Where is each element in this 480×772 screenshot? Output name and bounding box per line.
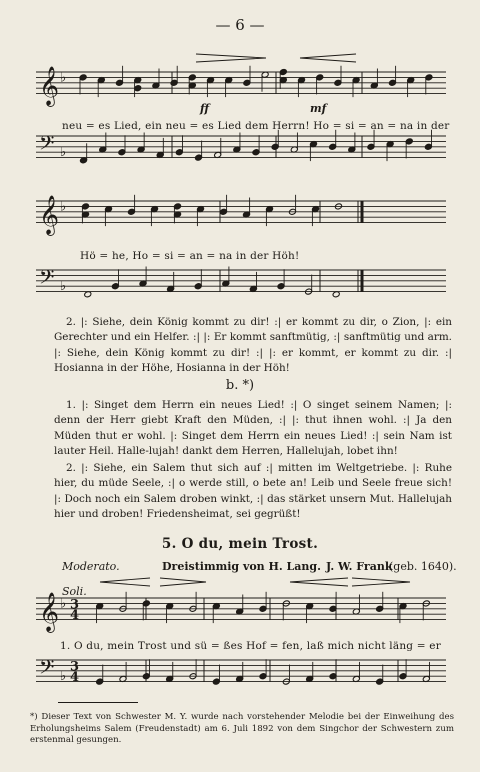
song-title: 5. O du, mein Trost. bbox=[161, 536, 319, 552]
flat-icon: ♭ bbox=[60, 669, 67, 685]
time-signature-bottom: 4 bbox=[70, 608, 80, 624]
footnote: *) Dieser Text von Schwester M. Y. wurde nach vorstehender Melodie bei der Einweihung des Erholungsheims Salem (Freudenstadt) am 6. Juli 1892 von dem Singchor der Schwestern zum erstenmal gesungen. bbox=[30, 712, 454, 745]
flat-icon: ♭ bbox=[60, 70, 67, 86]
flat-icon: ♭ bbox=[60, 199, 67, 215]
decrescendo-hairpin bbox=[352, 578, 410, 582]
decrescendo-hairpin bbox=[196, 54, 266, 58]
staff bbox=[36, 592, 446, 633]
bass-clef-icon: 𝄢 bbox=[39, 655, 55, 684]
treble-clef-icon: 𝄞 bbox=[39, 65, 60, 106]
footnote-rule bbox=[58, 702, 138, 703]
staff bbox=[36, 130, 446, 164]
time-signature-top: 3 bbox=[70, 659, 80, 675]
composer-dates: (geb. 1640). bbox=[389, 560, 457, 573]
flat-icon: ♭ bbox=[60, 596, 67, 612]
decrescendo-hairpin bbox=[196, 58, 266, 62]
dynamic-mf: mf bbox=[310, 102, 327, 115]
crescendo-hairpin bbox=[100, 578, 150, 582]
section-b-heading: b. *) bbox=[225, 378, 255, 393]
verse-b2: 2. |: Siehe, ein Salem thut sich auf :| mitten im Weltgetriebe. |: Ruhe hier, du müde Seele, :| o werde still, o bete an! Leib und Seele freue sich! |: Doch noch ein Salem droben winkt, :| das stärket unsern Mut. Hallelujah hier und droben! Friedensheimat, sei gegrüßt! bbox=[54, 462, 452, 521]
verse-b1: 1. |: Singet dem Herrn ein neues Lied! :| O singet seinem Namen; |: denn der Herr giebt Kraft den Müden, :| |: thut ihnen wohl. :| Ja den Müden thut er wohl. |: Singet dem Herrn ein neues Lied! :| sein Nam ist lauter Heil. Halle-lujah! dankt dem Herren, Hallelujah, lobet ihn! bbox=[54, 399, 452, 458]
crescendo-hairpin bbox=[300, 54, 356, 58]
crescendo-hairpin bbox=[290, 578, 348, 582]
decrescendo-hairpin bbox=[352, 582, 410, 586]
lyrics-line-2: Hö = he, Ho = si = an = na in der Höh! bbox=[80, 250, 300, 262]
staff bbox=[36, 265, 446, 297]
time-signature-bottom: 4 bbox=[70, 670, 80, 686]
lyrics-line-3: 1. O du, mein Trost und sü = ßes Hof = fen, laß mich nicht läng = er bbox=[60, 640, 441, 652]
treble-clef-icon: 𝄞 bbox=[39, 591, 60, 632]
soli-marking: Soli. bbox=[62, 585, 87, 598]
tempo-marking: Moderato. bbox=[62, 560, 120, 573]
page-number: — 6 — bbox=[215, 16, 265, 34]
staff bbox=[36, 655, 446, 685]
staff bbox=[36, 195, 446, 236]
decrescendo-hairpin bbox=[160, 582, 206, 586]
staff bbox=[36, 66, 446, 107]
setting-credit: Dreistimmig von H. Lang. bbox=[162, 560, 321, 573]
crescendo-hairpin bbox=[300, 58, 356, 62]
dynamic-ff: ff bbox=[200, 102, 210, 115]
crescendo-hairpin bbox=[290, 582, 348, 586]
crescendo-hairpin bbox=[100, 582, 150, 586]
time-signature-top: 3 bbox=[70, 597, 80, 613]
decrescendo-hairpin bbox=[160, 578, 206, 582]
flat-icon: ♭ bbox=[60, 279, 67, 295]
composer: J. W. Frank bbox=[326, 560, 393, 573]
lyrics-line-1: neu = es Lied, ein neu = es Lied dem Herrn! Ho = si = an = na in der bbox=[62, 120, 450, 132]
flat-icon: ♭ bbox=[60, 145, 67, 161]
bass-clef-icon: 𝄢 bbox=[39, 265, 55, 294]
bass-clef-icon: 𝄢 bbox=[39, 131, 55, 160]
treble-clef-icon: 𝄞 bbox=[39, 194, 60, 235]
verse-2a: 2. |: Siehe, dein König kommt zu dir! :| er kommt zu dir, o Zion, |: ein Gerechter und ein Helfer. :| |: Er kommt sanftmütig, :| sanftmütig und arm. |: Siehe, dein König kommt zu dir! :| |: er kommt, er kommt zu dir. :| Hosianna in der Höhe, Hosianna in der Höh! bbox=[54, 316, 452, 375]
